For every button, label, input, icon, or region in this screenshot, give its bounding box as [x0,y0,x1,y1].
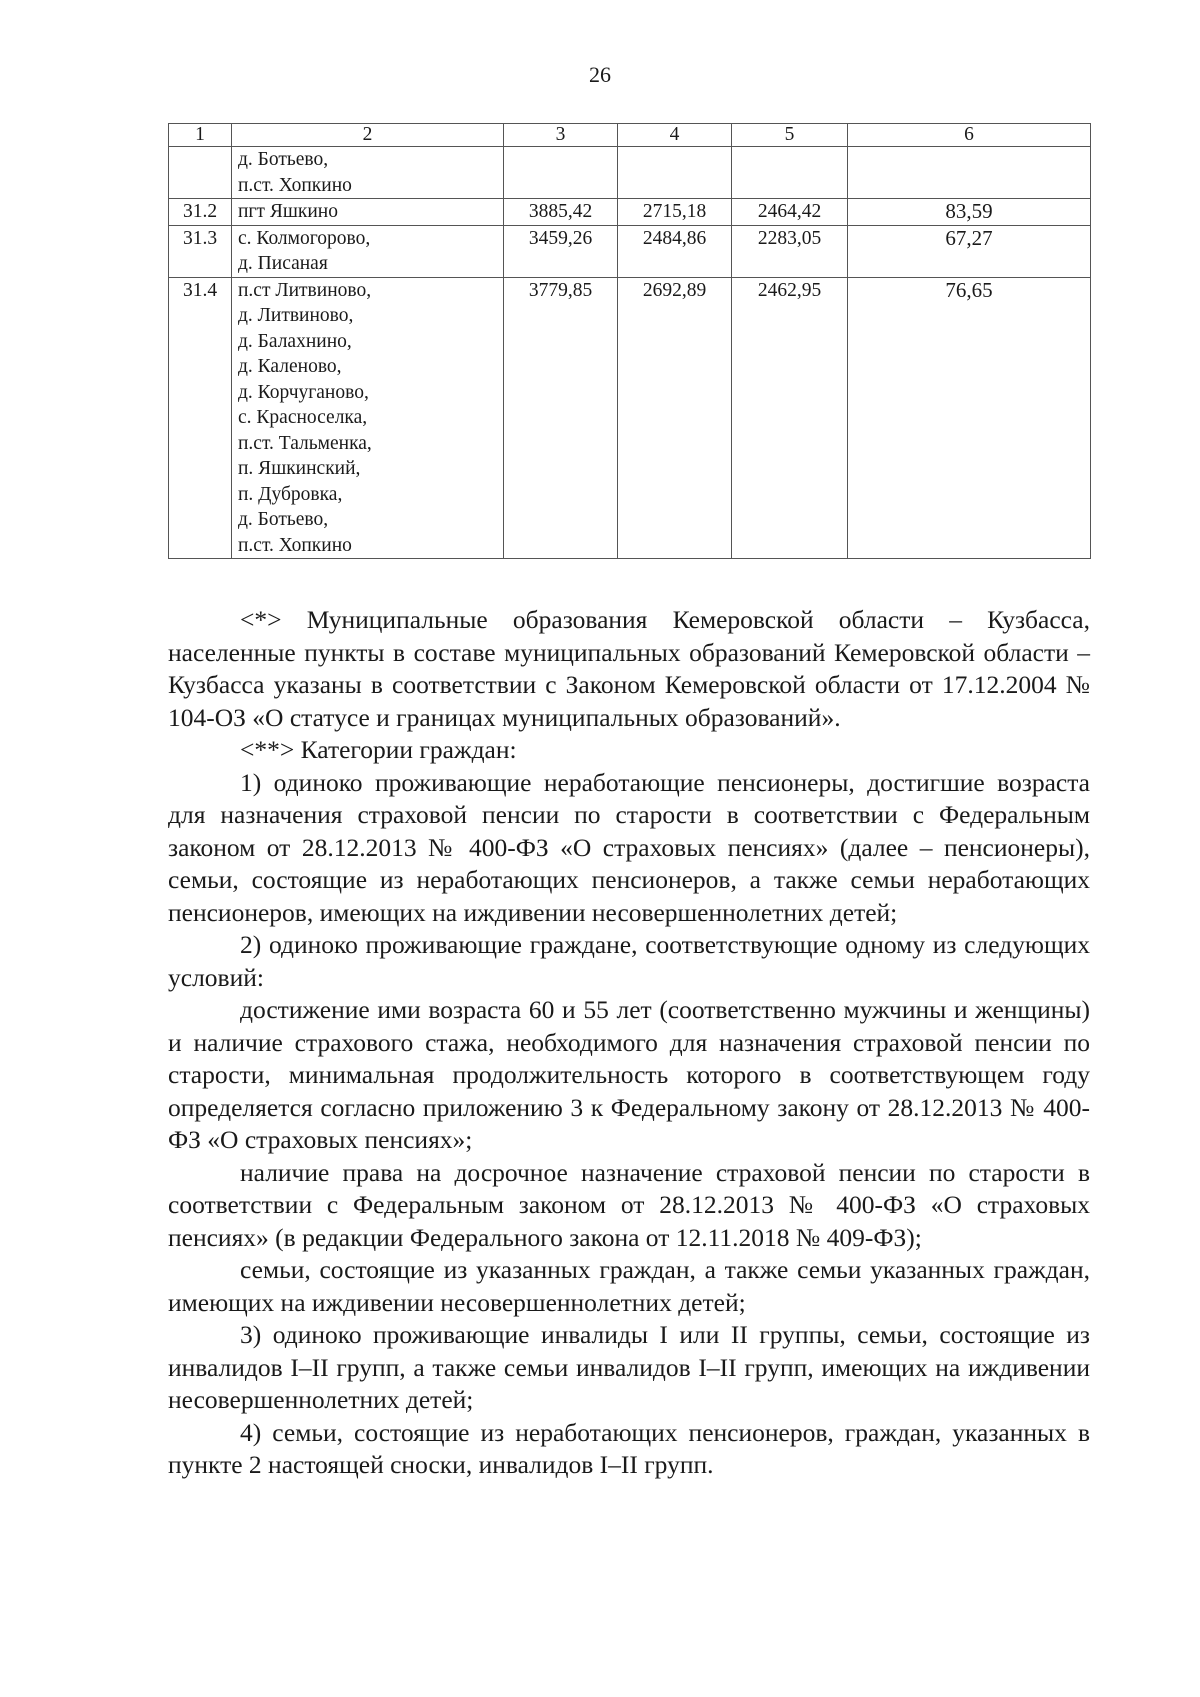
table-header-cell: 1 [169,124,232,147]
table-row [169,277,1091,559]
settlement-name: пгт Яшкино [238,201,338,222]
footnote-paragraph: 1) одиноко проживающие неработающие пенсионеры, достигшие возраста для назначения страховой пенсии по старости в соответствии с Федеральным законом от 28.12.2013 № 400-ФЗ «О страховых пенсиях» (далее – пенсионеры), семьи, состоящие из неработающих пенсионеров, а также семьи неработающих пенсионеров, имеющих на иждивении несовершеннолетних детей; [168,767,1090,927]
row-number-cell: 31.2 [169,199,232,226]
settlement-name: д. Каленово, [238,356,342,377]
tariff-value-c5: 2462,95 [732,277,848,559]
tariff-value-c3: 3885,42 [504,199,618,226]
page-number: 26 [589,62,611,87]
tariff-value-c5 [732,147,848,199]
table-header-cell: 6 [848,124,1091,147]
tariff-value-c4: 2715,18 [618,199,732,226]
footnote-paragraph: <**> Категории граждан: [240,735,517,764]
tariff-value-c3: 3459,26 [504,225,618,277]
tariff-value-c4: 2692,89 [618,277,732,559]
settlement-name: п.ст. Хопкино [238,534,352,556]
settlement-name: п.ст Литвиново, [238,279,372,301]
settlement-name: д. Ботьево, [238,149,329,170]
tariff-value-c6: 67,27 [848,225,1091,277]
settlements-cell [232,199,504,226]
settlement-name: д. Литвиново, [238,305,354,326]
table-header-cell: 5 [732,124,848,147]
tariff-table [168,123,1091,559]
footnote-paragraph: наличие права на досрочное назначение страховой пенсии по старости в соответствии с Федеральным законом от 28.12.2013 № 400-ФЗ «О страховых пенсиях» (в редакции Федерального закона от 12.11.2018 № 409-ФЗ); [168,1157,1090,1252]
settlements-cell [232,147,504,199]
settlement-name: с. Красноселка, [238,407,368,428]
settlement-name: д. Ботьево, [238,509,329,530]
row-number-cell: 31.4 [169,277,232,559]
table-body [169,147,1091,559]
footnote-paragraph: семьи, состоящие из указанных граждан, а также семьи указанных граждан, имеющих на иждивении несовершеннолетних детей; [168,1255,1090,1317]
settlement-name: п.ст. Тальменка, [238,432,372,454]
tariff-value-c4 [618,147,732,199]
tariff-value-c4: 2484,86 [618,225,732,277]
settlement-name: д. Писаная [238,253,328,274]
footnotes [168,604,1090,1482]
settlement-name: д. Корчуганово, [238,381,369,403]
tariff-value-c6: 83,59 [848,199,1091,226]
settlement-name: п. Яшкинский, [238,458,361,479]
table-header-row [169,124,1091,147]
tariff-value-c5: 2464,42 [732,199,848,226]
tariff-value-c3: 3779,85 [504,277,618,559]
footnote-paragraph: <*> Муниципальные образования Кемеровской области – Кузбасса, населенные пункты в составе муниципальных образований Кемеровской области – Кузбасса указаны в соответствии с Законом Кемеровской области от 17.12.2004 № 104-ОЗ «О статусе и границах муниципальных образований». [168,605,1090,732]
settlements-cell [232,225,504,277]
table-header-cell: 2 [232,124,504,147]
settlements-cell [232,277,504,559]
row-number-cell: 31.3 [169,225,232,277]
row-number-cell [169,147,232,199]
footnote-paragraph: 2) одиноко проживающие граждане, соответствующие одному из следующих условий: [168,930,1090,992]
tariff-value-c6: 76,65 [848,277,1091,559]
settlement-name: с. Колмогорово, [238,227,371,249]
settlement-name: д. Балахнино, [238,330,352,352]
tariff-value-c3 [504,147,618,199]
table-row [169,225,1091,277]
table-header-cell: 4 [618,124,732,147]
footnote-paragraph: 3) одиноко проживающие инвалиды I или II группы, семьи, состоящие из инвалидов I–II групп, а также семьи инвалидов I–II групп, имеющих на иждивении несовершеннолетних детей; [168,1320,1090,1414]
settlement-name: п.ст. Хопкино [238,174,352,196]
tariff-value-c5: 2283,05 [732,225,848,277]
tariff-value-c6 [848,147,1091,199]
footnote-paragraph: достижение ими возраста 60 и 55 лет (соответственно мужчины и женщины) и наличие страхового стажа, необходимого для назначения страховой пенсии по старости, минимальная продолжительность которого в соответствующем году определяется согласно приложению 3 к Федеральному закону от 28.12.2013 № 400-ФЗ «О страховых пенсиях»; [168,995,1090,1154]
table-header-cell: 3 [504,124,618,147]
footnote-paragraph: 4) семьи, состоящие из неработающих пенсионеров, граждан, указанных в пункте 2 настоящей сноски, инвалидов I–II групп. [168,1417,1090,1479]
table-row [169,147,1091,199]
settlement-name: п. Дубровка, [238,483,343,505]
table-row [169,199,1091,226]
